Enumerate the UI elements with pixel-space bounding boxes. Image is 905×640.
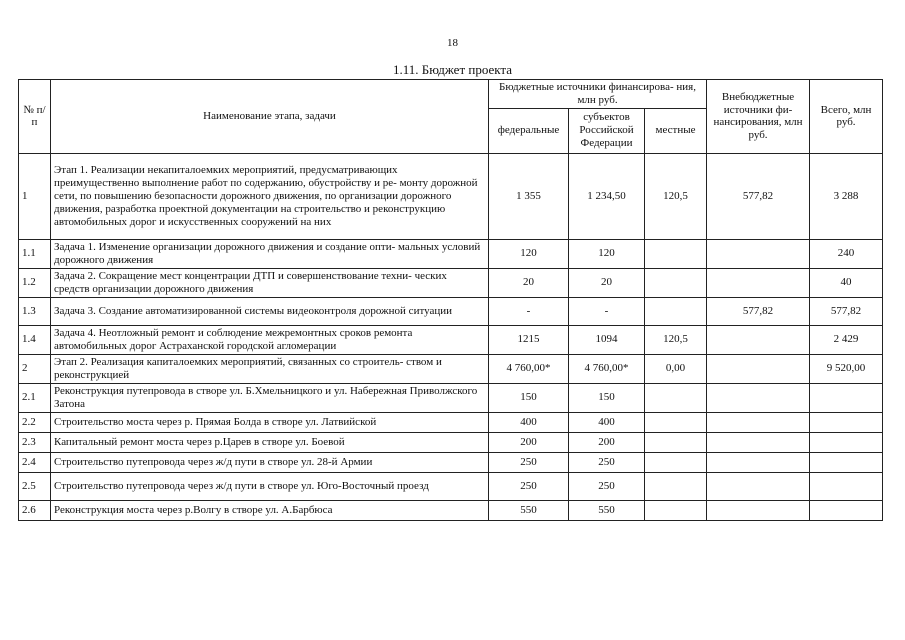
cell-subject: 120	[569, 239, 645, 268]
header-name: Наименование этапа, задачи	[51, 80, 489, 154]
cell-subject: 200	[569, 432, 645, 452]
cell-local	[645, 412, 707, 432]
table-row	[19, 354, 883, 383]
cell-subject: 250	[569, 472, 645, 500]
cell-local	[645, 432, 707, 452]
cell-name: Реконструкция моста через р.Волгу в створе ул. А.Барбюса	[51, 500, 489, 520]
section-title: 1.11. Бюджет проекта	[392, 62, 513, 77]
cell-subject: 150	[569, 383, 645, 412]
cell-subject: 250	[569, 452, 645, 472]
cell-name: Строительство путепровода через ж/д пути в створе ул. 28-й Армии	[51, 452, 489, 472]
cell-federal: 400	[489, 412, 569, 432]
table-row	[19, 239, 883, 268]
cell-num: 2.2	[19, 412, 51, 432]
cell-name: Задача 1. Изменение организации дорожного движения и создание опти- мальных условий дорожного движения	[51, 239, 489, 268]
cell-subject: 4 760,00*	[569, 354, 645, 383]
cell-federal: 120	[489, 239, 569, 268]
cell-federal: 250	[489, 452, 569, 472]
cell-federal: 20	[489, 268, 569, 297]
cell-name: Строительство путепровода через ж/д пути в створе ул. Юго-Восточный проезд	[51, 472, 489, 500]
cell-num: 1.3	[19, 297, 51, 325]
cell-local: 0,00	[645, 354, 707, 383]
cell-extrabudget	[707, 268, 810, 297]
cell-total	[810, 452, 883, 472]
cell-total: 240	[810, 239, 883, 268]
cell-extrabudget	[707, 354, 810, 383]
cell-local	[645, 268, 707, 297]
cell-extrabudget: 577,82	[707, 153, 810, 239]
cell-name: Задача 4. Неотложный ремонт и соблюдение межремонтных сроков ремонта автомобильных дорог Астраханской городской агломерации	[51, 325, 489, 354]
header-total: Всего, млн руб.	[810, 80, 883, 154]
cell-extrabudget	[707, 472, 810, 500]
cell-local: 120,5	[645, 325, 707, 354]
cell-federal: 150	[489, 383, 569, 412]
cell-name: Задача 2. Сокращение мест концентрации ДТП и совершенствование техни- ческих средств организации дорожного движения	[51, 268, 489, 297]
table-row	[19, 472, 883, 500]
cell-extrabudget	[707, 452, 810, 472]
cell-federal: 4 760,00*	[489, 354, 569, 383]
cell-num: 2.1	[19, 383, 51, 412]
cell-total: 9 520,00	[810, 354, 883, 383]
cell-federal: -	[489, 297, 569, 325]
cell-num: 1.1	[19, 239, 51, 268]
cell-extrabudget	[707, 239, 810, 268]
table-row	[19, 412, 883, 432]
cell-local	[645, 472, 707, 500]
cell-total	[810, 472, 883, 500]
cell-total	[810, 412, 883, 432]
cell-name: Задача 3. Создание автоматизированной системы видеоконтроля дорожной ситуации	[51, 297, 489, 325]
cell-num: 2.4	[19, 452, 51, 472]
cell-num: 1	[19, 153, 51, 239]
table-row	[19, 268, 883, 297]
cell-num: 1.4	[19, 325, 51, 354]
cell-local: 120,5	[645, 153, 707, 239]
cell-local	[645, 297, 707, 325]
table-row	[19, 500, 883, 520]
cell-subject: 400	[569, 412, 645, 432]
cell-extrabudget: 577,82	[707, 297, 810, 325]
cell-name: Строительство моста через р. Прямая Болда в створе ул. Латвийской	[51, 412, 489, 432]
cell-extrabudget	[707, 432, 810, 452]
cell-name: Этап 1. Реализации некапиталоемких мероприятий, предусматривающих преимущественно выполнение работ по содержанию, обустройству и ре- монту дорожной сети, по повышению безопасности дорожного движения, по организации дорожного движения, разработка проектной документации на строительство и реконструкцию автомобильных дорог и искусственных сооружений на них	[51, 153, 489, 239]
cell-extrabudget	[707, 412, 810, 432]
cell-total: 40	[810, 268, 883, 297]
budget-table-body	[19, 153, 883, 520]
cell-num: 2.3	[19, 432, 51, 452]
cell-local	[645, 452, 707, 472]
cell-federal: 550	[489, 500, 569, 520]
cell-subject: 20	[569, 268, 645, 297]
cell-num: 1.2	[19, 268, 51, 297]
table-row	[19, 432, 883, 452]
table-row	[19, 297, 883, 325]
cell-federal: 250	[489, 472, 569, 500]
cell-subject: 1094	[569, 325, 645, 354]
header-subject: субъектов Российской Федерации	[569, 108, 645, 153]
page-number: 18	[447, 37, 458, 49]
table-row	[19, 153, 883, 239]
cell-subject: -	[569, 297, 645, 325]
cell-total	[810, 432, 883, 452]
header-federal: федеральные	[489, 108, 569, 153]
cell-total: 2 429	[810, 325, 883, 354]
cell-extrabudget	[707, 500, 810, 520]
cell-extrabudget	[707, 325, 810, 354]
cell-federal: 200	[489, 432, 569, 452]
table-row	[19, 452, 883, 472]
header-local: местные	[645, 108, 707, 153]
cell-num: 2.5	[19, 472, 51, 500]
cell-extrabudget	[707, 383, 810, 412]
budget-table	[18, 79, 883, 521]
cell-subject: 1 234,50	[569, 153, 645, 239]
cell-total: 3 288	[810, 153, 883, 239]
cell-local	[645, 239, 707, 268]
cell-num: 2.6	[19, 500, 51, 520]
cell-local	[645, 383, 707, 412]
cell-local	[645, 500, 707, 520]
cell-federal: 1 355	[489, 153, 569, 239]
cell-total	[810, 383, 883, 412]
cell-total: 577,82	[810, 297, 883, 325]
cell-name: Этап 2. Реализация капиталоемких мероприятий, связанных со строитель- ством и реконструкцией	[51, 354, 489, 383]
cell-total	[810, 500, 883, 520]
cell-name: Капитальный ремонт моста через р.Царев в створе ул. Боевой	[51, 432, 489, 452]
cell-federal: 1215	[489, 325, 569, 354]
header-extrabudget: Внебюджетные источники фи- нансирования, млн руб.	[707, 80, 810, 154]
table-row	[19, 383, 883, 412]
table-row	[19, 325, 883, 354]
cell-name: Реконструкция путепровода в створе ул. Б.Хмельницкого и ул. Набережная Приволжского Затона	[51, 383, 489, 412]
header-num: № п/п	[19, 80, 51, 154]
cell-subject: 550	[569, 500, 645, 520]
cell-num: 2	[19, 354, 51, 383]
header-budget-sources: Бюджетные источники финансирова- ния, млн руб.	[489, 80, 707, 109]
